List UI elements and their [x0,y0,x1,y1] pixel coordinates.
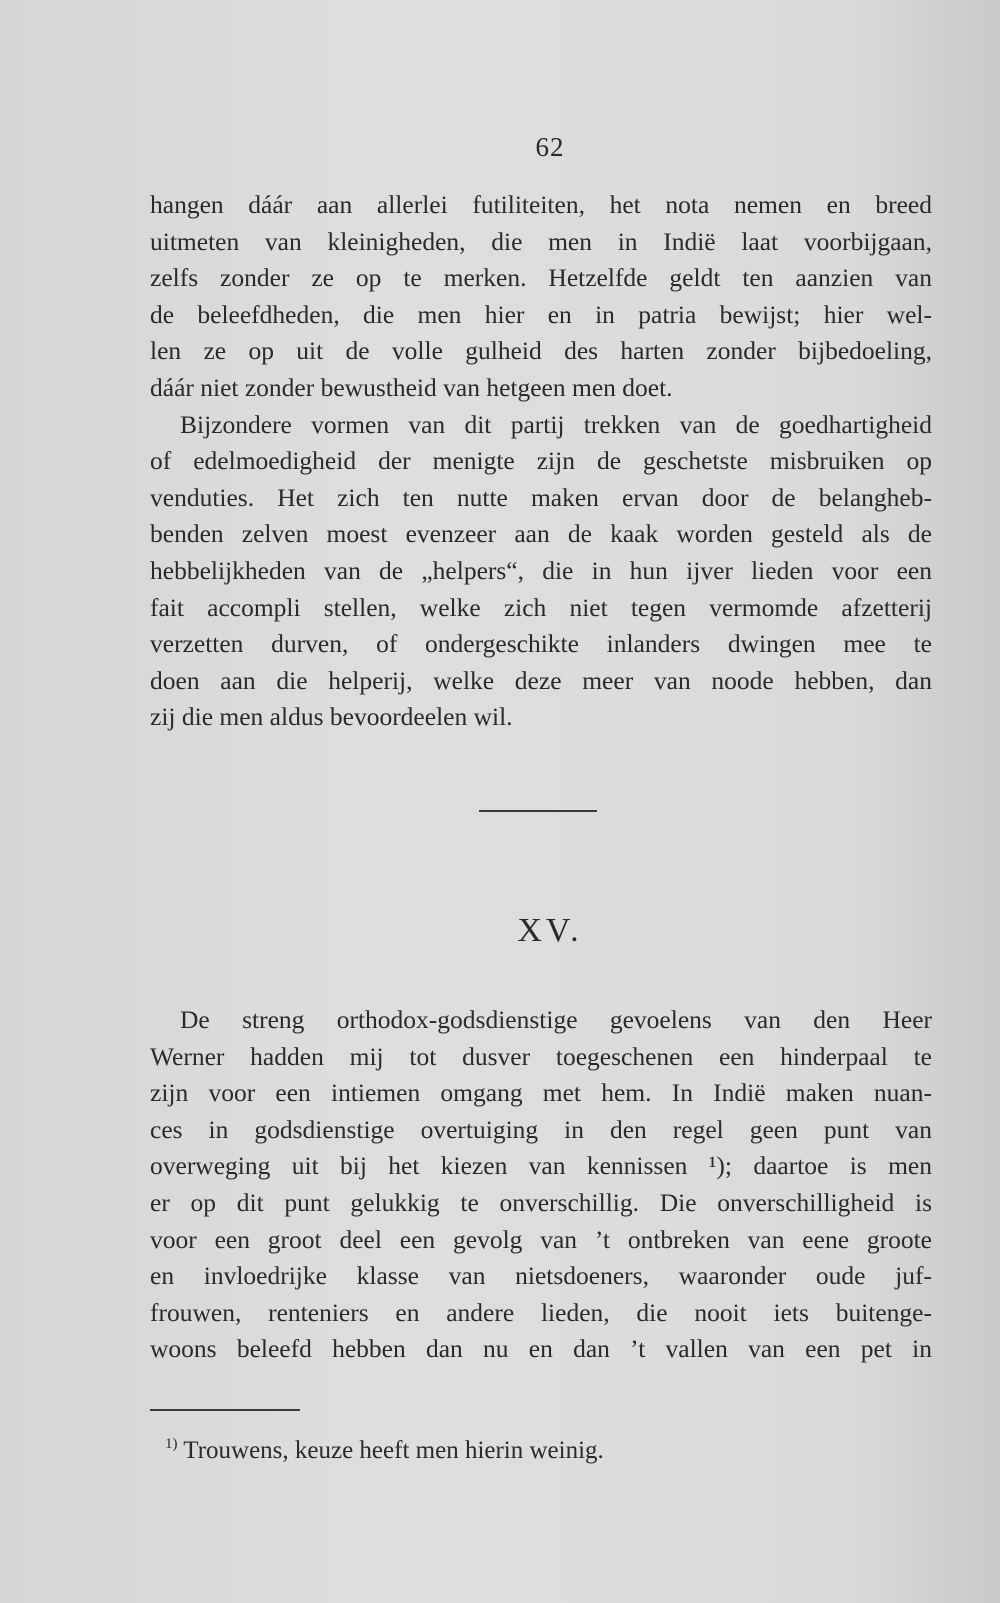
text-line: of edelmoedigheid der menigte zijn de geschetste misbruiken op [150,446,932,476]
text-line: dáár niet zonder bewustheid van hetgeen men doet. [150,372,673,402]
text-line: Bijzondere vormen van dit partij trekken van de goedhartigheid [180,409,932,439]
text-line: doen aan die helperij, welke deze meer van noode hebben, dan [150,665,932,695]
text-line: venduties. Het zich ten nutte maken ervan door de belangheb- [150,482,932,512]
text-line: Werner hadden mij tot dusver toegeschenen een hinderpaal te [150,1041,932,1071]
text-line: er op dit punt gelukkig te onverschillig. Die onverschilligheid is [150,1187,932,1217]
text-line: verzetten durven, of ondergeschikte inlanders dwingen mee te [150,629,932,659]
footnote-marker: 1) [165,1436,178,1452]
page-number: 62 [535,132,565,162]
text-line: uitmeten van kleinigheden, die men in Indië laat voorbijgaan, [150,226,932,256]
text-line: benden zelven moest evenzeer aan de kaak worden gesteld als de [150,519,932,549]
footnote-text: Trouwens, keuze heeft men hierin weinig. [177,1437,604,1464]
text-line: zij die men aldus bevoordeelen wil. [150,702,513,732]
text-line: voor een groot deel een gevolg van ’t ontbreken van eene groote [150,1224,932,1254]
chapter-heading: XV. [517,912,583,949]
text-line: zijn voor een intiemen omgang met hem. In Indië maken nuan- [150,1078,932,1108]
text-line: zelfs zonder ze op te merken. Hetzelfde geldt ten aanzien van [150,263,932,293]
text-line: woons beleefd hebben dan nu en dan ’t vallen van een pet in [150,1334,932,1364]
text-line: fait accompli stellen, welke zich niet tegen vermomde afzetterij [150,592,932,622]
text-line: hebbelijkheden van de „helpers“, die in hun ijver lieden voor een [150,555,932,585]
section-divider [479,810,597,812]
text-line: overweging uit bij het kiezen van kennissen ¹); daartoe is men [150,1151,932,1181]
text-line: en invloedrijke klasse van nietsdoeners, waaronder oude juf- [150,1261,932,1291]
text-line: de beleefdheden, die men hier en in patria bewijst; hier wel- [150,299,932,329]
text-line: frouwen, renteniers en andere lieden, die nooit iets buitenge- [150,1297,932,1327]
paragraph-block-1 [150,187,932,736]
footnote-divider [150,1409,300,1411]
text-line: hangen dáár aan allerlei futiliteiten, het nota nemen en breed [150,190,932,219]
text-line: len ze op uit de volle gulheid des harten zonder bijbedoeling, [150,336,932,366]
text-line: ces in godsdienstige overtuiging in den regel geen punt van [150,1114,932,1144]
footnote [165,1436,604,1465]
text-line: De streng orthodox-godsdienstige gevoelens van den Heer [180,1005,932,1034]
paragraph-block-2 [150,1002,932,1368]
